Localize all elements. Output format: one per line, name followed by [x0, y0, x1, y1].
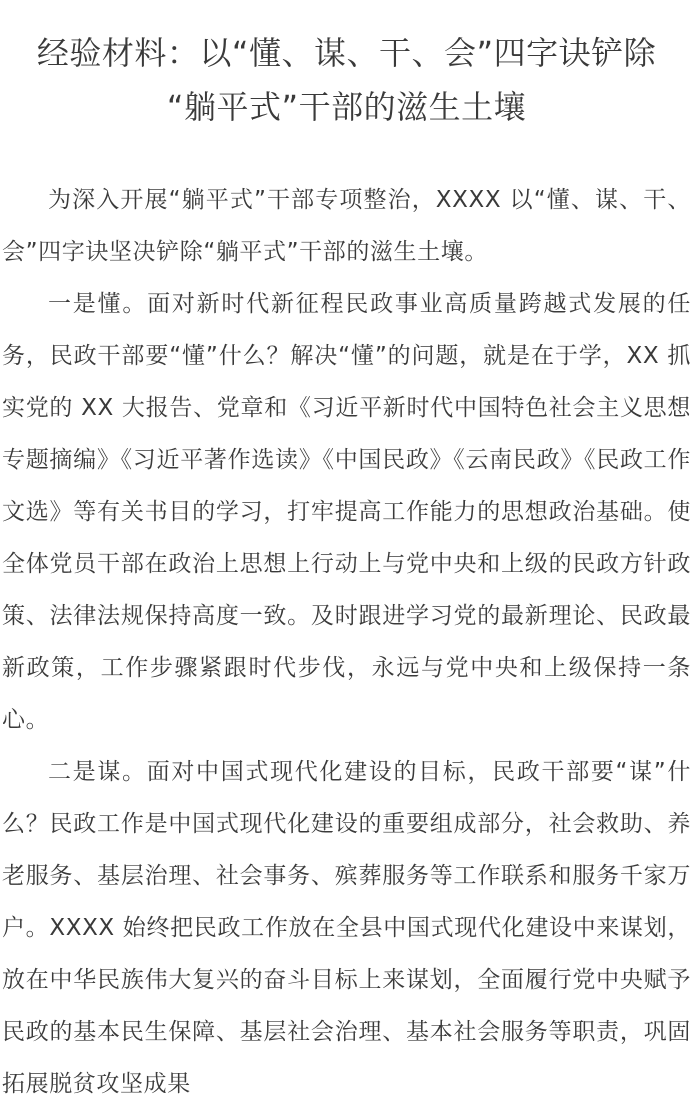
paragraph-mou: 二是谋。面对中国式现代化建设的目标，民政干部要“谋”什么？民政工作是中国式现代化建设的重要组成部分，社会救助、养老服务、基层治理、社会事务、殡葬服务等工作联系和服务千家万户。XXXX 始终把民政工作放在全县中国式现代化建设中来谋划，放在中华民族伟大复兴的奋斗目标上来谋划，全面履行党中央赋予民政的基本民生保障、基层社会治理、基本社会服务等职责，巩固拓展脱贫攻坚成果 — [2, 759, 691, 1097]
article-body — [2, 174, 691, 1110]
article-title-line-1: 经验材料：以“懂、谋、干、会”四字诀铲除 — [36, 34, 657, 72]
article-title-line-2: “躺平式”干部的滋生土壤 — [166, 88, 527, 126]
article-title — [2, 0, 691, 134]
paragraph-intro: 为深入开展“躺平式”干部专项整治，XXXX 以“懂、谋、干、会”四字诀坚决铲除“躺平式”干部的滋生土壤。 — [2, 187, 691, 265]
paragraph-dong: 一是懂。面对新时代新征程民政事业高质量跨越式发展的任务，民政干部要“懂”什么？解决“懂”的问题，就是在于学，XX 抓实党的 XX 大报告、党章和《习近平新时代中国特色社会主义思想专题摘编》《习近平著作选读》《中国民政》《云南民政》《民政工作文选》等有关书目的学习，打牢提高工作能力的思想政治基础。使全体党员干部在政治上思想上行动上与党中央和上级的民政方针政策、法律法规保持高度一致。及时跟进学习党的最新理论、民政最新政策，工作步骤紧跟时代步伐，永远与党中央和上级保持一条心。 — [2, 291, 691, 733]
